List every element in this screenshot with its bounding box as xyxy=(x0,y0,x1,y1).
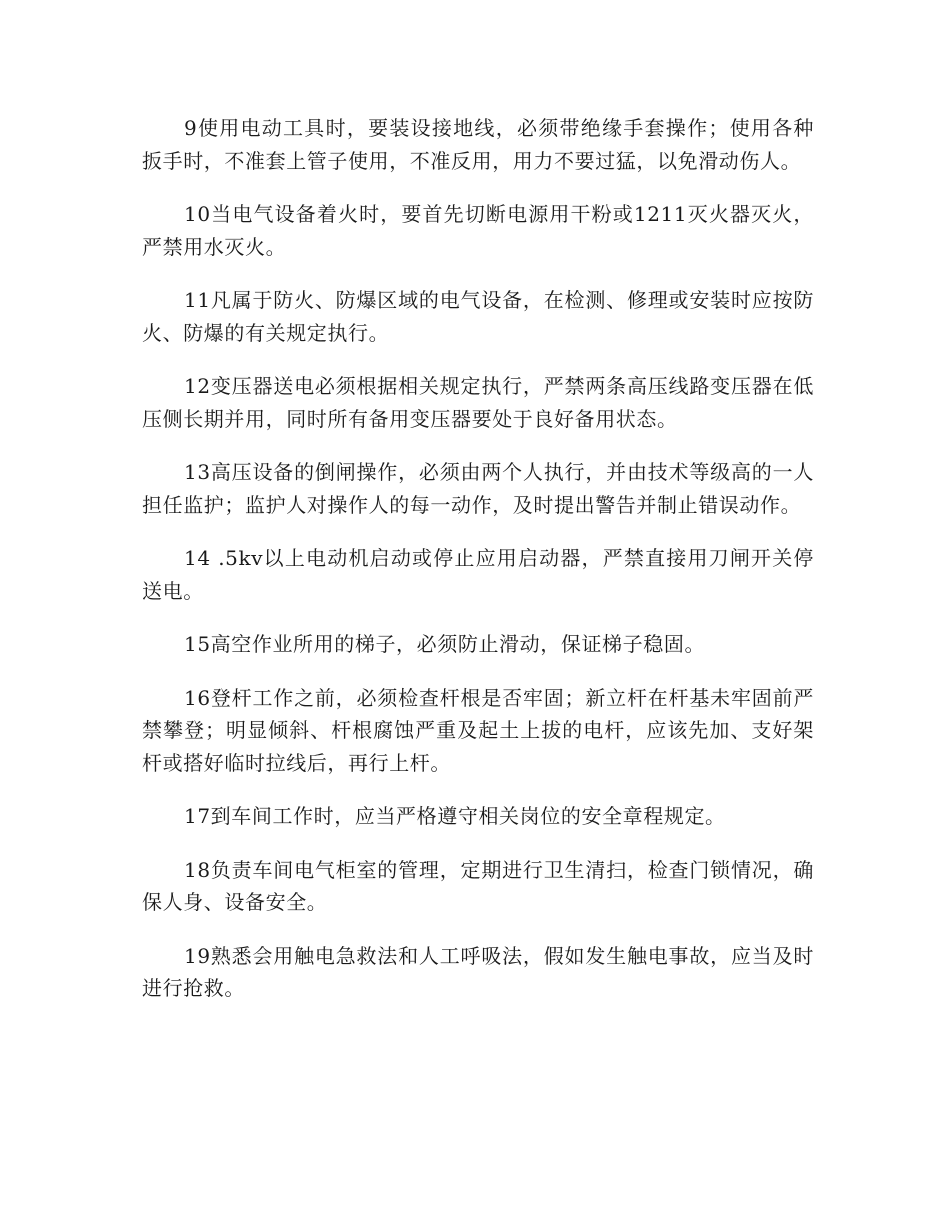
paragraph-item-10: 10当电气设备着火时，要首先切断电源用干粉或1211灭火器灭火，严禁用水灭火。 xyxy=(142,202,814,259)
paragraph-item-19: 19熟悉会用触电急救法和人工呼吸法，假如发生触电事故，应当及时进行抢救。 xyxy=(142,943,814,1000)
paragraph-item-11: 11凡属于防火、防爆区域的电气设备，在检测、修理或安装时应按防火、防爆的有关规定执行。 xyxy=(142,288,814,345)
paragraph-item-14: 14 .5kv以上电动机启动或停止应用启动器，严禁直接用刀闸开关停送电。 xyxy=(142,546,814,603)
paragraph-item-16: 16登杆工作之前，必须检查杆根是否牢固；新立杆在杆基未牢固前严禁攀登；明显倾斜、杆根腐蚀严重及起土上拔的电杆，应该先加、支好架杆或搭好临时拉线后，再行上杆。 xyxy=(142,685,814,775)
paragraph-item-13: 13高压设备的倒闸操作，必须由两个人执行，并由技术等级高的一人担任监护；监护人对操作人的每一动作，及时提出警告并制止错误动作。 xyxy=(142,460,814,517)
paragraph-item-9: 9使用电动工具时，要装设接地线，必须带绝缘手套操作；使用各种扳手时，不准套上管子使用，不准反用，用力不要过猛，以免滑动伤人。 xyxy=(142,116,814,173)
paragraph-item-15: 15高空作业所用的梯子，必须防止滑动，保证梯子稳固。 xyxy=(184,632,706,656)
document-body xyxy=(142,112,814,1026)
paragraph-item-12: 12变压器送电必须根据相关规定执行，严禁两条高压线路变压器在低压侧长期并用，同时所有备用变压器要处于良好备用状态。 xyxy=(142,374,814,431)
paragraph-item-18: 18负责车间电气柜室的管理，定期进行卫生清扫，检查门锁情况，确保人身、设备安全。 xyxy=(142,857,814,914)
paragraph-item-17: 17到车间工作时，应当严格遵守相关岗位的安全章程规定。 xyxy=(184,804,726,828)
